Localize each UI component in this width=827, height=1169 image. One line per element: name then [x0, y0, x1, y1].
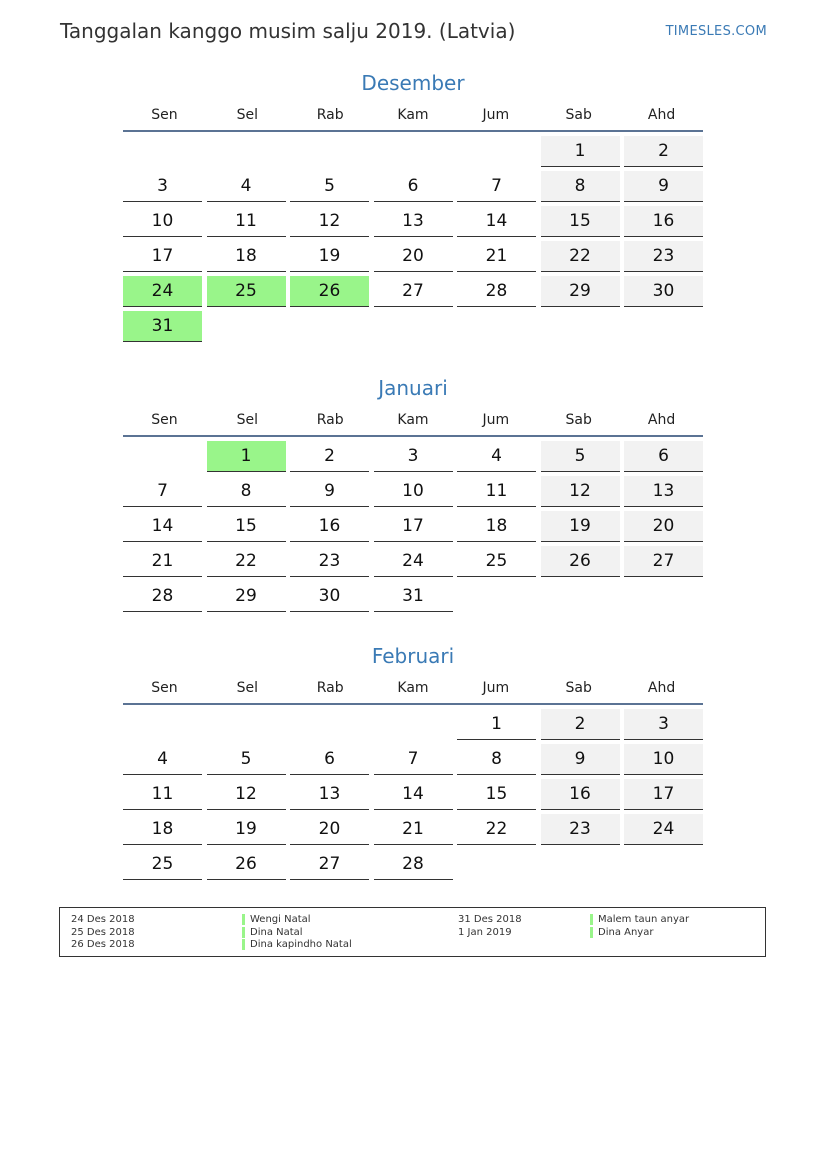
- day-cell: 9: [541, 744, 620, 775]
- day-cell: 3: [123, 171, 202, 202]
- empty-day-cell: [541, 311, 620, 342]
- day-cell: 2: [624, 136, 703, 167]
- day-cell: 21: [457, 241, 536, 272]
- brand-logo-text[interactable]: TIMESLES.COM: [665, 24, 767, 39]
- day-cell: 16: [290, 511, 369, 542]
- day-cell: 11: [457, 476, 536, 507]
- day-cell: 13: [624, 476, 703, 507]
- day-cell: 25: [207, 276, 286, 307]
- day-cell: 7: [457, 171, 536, 202]
- weekday-label: Sel: [236, 680, 258, 696]
- legend-holiday-marker: [242, 939, 245, 950]
- legend-holiday-marker: [242, 914, 245, 925]
- empty-day-cell: [541, 581, 620, 612]
- day-cell: 29: [207, 581, 286, 612]
- day-cell: 10: [624, 744, 703, 775]
- day-cell: 31: [374, 581, 453, 612]
- day-cell: 10: [374, 476, 453, 507]
- weekday-header: [123, 679, 703, 705]
- empty-day-cell: [290, 136, 369, 167]
- legend-date: 24 Des 2018: [71, 914, 135, 925]
- legend-date: 1 Jan 2019: [458, 927, 512, 938]
- day-cell: 23: [541, 814, 620, 845]
- legend-holiday-marker: [242, 927, 245, 938]
- empty-day-cell: [457, 849, 536, 880]
- day-cell: 15: [541, 206, 620, 237]
- day-cell: 15: [457, 779, 536, 810]
- day-cell: 21: [123, 546, 202, 577]
- day-cell: 21: [374, 814, 453, 845]
- empty-day-cell: [457, 311, 536, 342]
- day-cell: 24: [123, 276, 202, 307]
- day-cell: 24: [624, 814, 703, 845]
- weekday-label: Sel: [236, 412, 258, 428]
- day-cell: 2: [541, 709, 620, 740]
- day-cell: 20: [290, 814, 369, 845]
- empty-day-cell: [207, 136, 286, 167]
- legend-date: 26 Des 2018: [71, 939, 135, 950]
- day-cell: 27: [624, 546, 703, 577]
- day-cell: 13: [290, 779, 369, 810]
- legend-date: 31 Des 2018: [458, 914, 522, 925]
- legend-holiday-marker: [590, 927, 593, 938]
- day-cell: 18: [207, 241, 286, 272]
- day-cell: 13: [374, 206, 453, 237]
- day-cell: 28: [123, 581, 202, 612]
- legend-holiday-name: Dina kapindho Natal: [250, 939, 352, 950]
- day-cell: 17: [374, 511, 453, 542]
- day-cell: 30: [290, 581, 369, 612]
- day-cell: 16: [541, 779, 620, 810]
- empty-day-cell: [374, 311, 453, 342]
- day-cell: 8: [541, 171, 620, 202]
- day-cell: 17: [624, 779, 703, 810]
- day-cell: 17: [123, 241, 202, 272]
- weekday-label: Sen: [151, 412, 178, 428]
- day-cell: 12: [541, 476, 620, 507]
- day-cell: 23: [290, 546, 369, 577]
- day-cell: 5: [541, 441, 620, 472]
- empty-day-cell: [374, 709, 453, 740]
- weekday-label: Sab: [565, 107, 592, 123]
- day-cell: 6: [624, 441, 703, 472]
- month-february: [123, 643, 703, 880]
- day-cell: 26: [290, 276, 369, 307]
- empty-day-cell: [290, 311, 369, 342]
- day-cell: 28: [374, 849, 453, 880]
- weekday-label: Jum: [482, 107, 510, 123]
- legend-holiday-marker: [590, 914, 593, 925]
- day-cell: 11: [207, 206, 286, 237]
- day-cell: 19: [541, 511, 620, 542]
- month-january: [123, 375, 703, 612]
- day-cell: 22: [457, 814, 536, 845]
- empty-day-cell: [374, 136, 453, 167]
- day-cell: 22: [541, 241, 620, 272]
- day-cell: 22: [207, 546, 286, 577]
- weekday-label: Sab: [565, 412, 592, 428]
- day-cell: 7: [123, 476, 202, 507]
- month-name: Februari: [371, 644, 455, 668]
- day-cell: 16: [624, 206, 703, 237]
- day-cell: 4: [123, 744, 202, 775]
- day-cell: 1: [207, 441, 286, 472]
- legend-holiday-name: Wengi Natal: [250, 914, 311, 925]
- weekday-label: Jum: [482, 412, 510, 428]
- legend-holiday-name: Dina Natal: [250, 927, 303, 938]
- day-cell: 3: [624, 709, 703, 740]
- day-cell: 4: [457, 441, 536, 472]
- day-grid: [123, 136, 703, 342]
- weekday-label: Rab: [316, 107, 344, 123]
- day-cell: 7: [374, 744, 453, 775]
- day-cell: 20: [374, 241, 453, 272]
- weekday-label: Ahd: [647, 680, 676, 696]
- empty-day-cell: [123, 136, 202, 167]
- weekday-header: [123, 411, 703, 437]
- day-cell: 19: [290, 241, 369, 272]
- day-cell: 4: [207, 171, 286, 202]
- month-december: [123, 70, 703, 342]
- day-cell: 20: [624, 511, 703, 542]
- legend-holiday-name: Dina Anyar: [598, 927, 654, 938]
- day-cell: 8: [457, 744, 536, 775]
- day-cell: 1: [457, 709, 536, 740]
- empty-day-cell: [207, 709, 286, 740]
- day-cell: 25: [123, 849, 202, 880]
- day-cell: 6: [374, 171, 453, 202]
- day-cell: 18: [123, 814, 202, 845]
- day-cell: 19: [207, 814, 286, 845]
- empty-day-cell: [290, 709, 369, 740]
- day-cell: 5: [290, 171, 369, 202]
- day-cell: 9: [624, 171, 703, 202]
- weekday-label: Kam: [397, 412, 429, 428]
- day-cell: 8: [207, 476, 286, 507]
- day-cell: 6: [290, 744, 369, 775]
- day-cell: 3: [374, 441, 453, 472]
- page-title: Tanggalan kanggo musim salju 2019. (Latvia): [60, 19, 516, 43]
- day-cell: 1: [541, 136, 620, 167]
- day-cell: 24: [374, 546, 453, 577]
- weekday-label: Jum: [482, 680, 510, 696]
- empty-day-cell: [457, 136, 536, 167]
- day-cell: 2: [290, 441, 369, 472]
- weekday-label: Kam: [397, 107, 429, 123]
- month-name: Desember: [361, 71, 465, 95]
- day-cell: 12: [290, 206, 369, 237]
- day-cell: 29: [541, 276, 620, 307]
- weekday-label: Kam: [397, 680, 429, 696]
- weekday-header: [123, 106, 703, 132]
- weekday-label: Sen: [151, 107, 178, 123]
- legend-holiday-name: Malem taun anyar: [598, 914, 690, 925]
- day-cell: 15: [207, 511, 286, 542]
- empty-day-cell: [624, 581, 703, 612]
- holiday-legend: [59, 907, 766, 957]
- month-name: Januari: [378, 376, 448, 400]
- weekday-label: Sen: [151, 680, 178, 696]
- day-cell: 11: [123, 779, 202, 810]
- day-cell: 27: [290, 849, 369, 880]
- weekday-label: Ahd: [647, 412, 676, 428]
- day-cell: 10: [123, 206, 202, 237]
- day-cell: 14: [457, 206, 536, 237]
- day-cell: 9: [290, 476, 369, 507]
- empty-day-cell: [207, 311, 286, 342]
- weekday-label: Ahd: [647, 107, 676, 123]
- weekday-label: Sel: [236, 107, 258, 123]
- day-cell: 14: [123, 511, 202, 542]
- weekday-label: Sab: [565, 680, 592, 696]
- day-cell: 18: [457, 511, 536, 542]
- day-cell: 30: [624, 276, 703, 307]
- day-grid: [123, 441, 703, 612]
- day-cell: 12: [207, 779, 286, 810]
- weekday-label: Rab: [316, 680, 344, 696]
- empty-day-cell: [457, 581, 536, 612]
- day-cell: 14: [374, 779, 453, 810]
- day-cell: 5: [207, 744, 286, 775]
- day-cell: 31: [123, 311, 202, 342]
- empty-day-cell: [541, 849, 620, 880]
- empty-day-cell: [624, 849, 703, 880]
- day-cell: 25: [457, 546, 536, 577]
- empty-day-cell: [624, 311, 703, 342]
- weekday-label: Rab: [316, 412, 344, 428]
- day-cell: 27: [374, 276, 453, 307]
- day-grid: [123, 709, 703, 880]
- day-cell: 23: [624, 241, 703, 272]
- empty-day-cell: [123, 441, 202, 472]
- empty-day-cell: [123, 709, 202, 740]
- day-cell: 26: [541, 546, 620, 577]
- day-cell: 26: [207, 849, 286, 880]
- day-cell: 28: [457, 276, 536, 307]
- legend-date: 25 Des 2018: [71, 927, 135, 938]
